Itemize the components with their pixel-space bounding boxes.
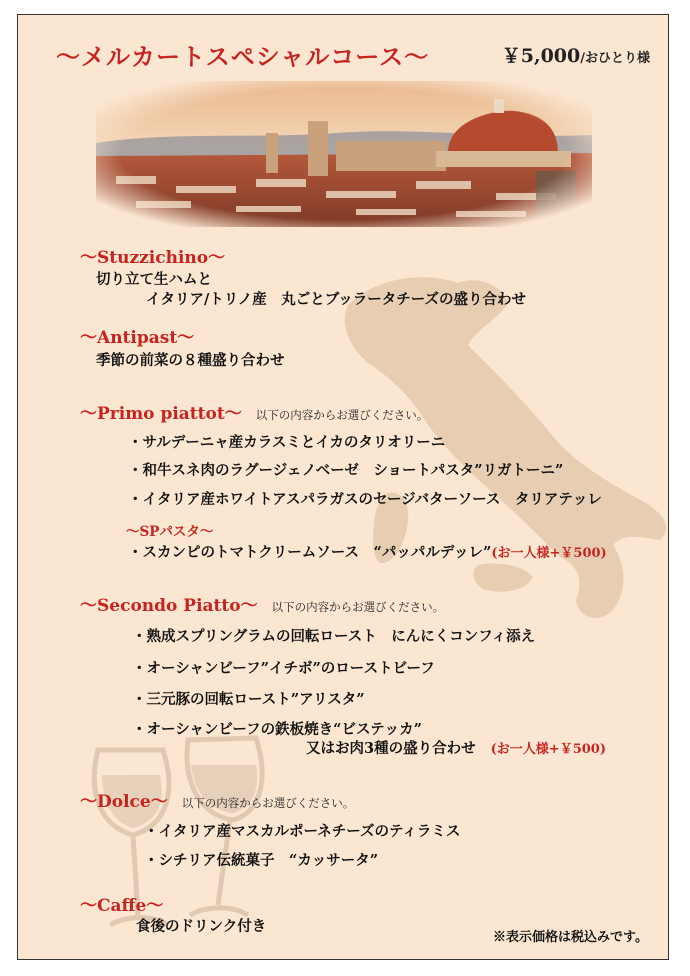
section-title-caffe: ～Caffe～ [80,896,164,916]
secondo-title-text: ～Secondo Piatto～ [80,596,258,616]
section-title-secondo [80,591,444,616]
sp-pasta-text: ・スカンピのトマトクリームソース “パッパルデッレ” [128,544,492,561]
secondo-item-2: ・オーシャンビーフ”イチボ”のローストビーフ [132,660,435,677]
stuzzichino-line-2: イタリア/トリノ産 丸ごとブッラータチーズの盛り合わせ [146,291,526,308]
dolce-item-2: ・シチリア伝統菓子 “カッサータ” [144,852,379,869]
secondo-item-4-surcharge: (お一人様+￥500) [490,742,606,757]
italy-map-silhouette [328,265,669,645]
primo-item-1: ・サルデーニャ産カラスミとイカのタリオリーニ [128,434,446,451]
dolce-item-1: ・イタリア産マスカルポーネチーズのティラミス [144,823,461,840]
primo-title-text: ～Primo piattot～ [80,404,242,424]
price-unit: /おひとり様 [580,51,650,66]
secondo-item-4: ・オーシャンビーフの鉄板焼き“ビステッカ” [132,721,423,738]
section-title-antipasti: ～Antipast～ [80,328,195,348]
price-value: ￥5,000 [501,45,581,67]
caffe-line-1: 食後のドリンク付き [136,918,267,935]
antipasti-line-1: 季節の前菜の８種盛り合わせ [96,352,285,369]
course-title: ～メルカートスペシャルコース～ [56,42,430,71]
section-title-dolce [80,787,354,812]
florence-city-skyline-photo [96,81,592,227]
course-price [502,41,650,68]
tax-note: ※表示価格は税込みです。 [493,930,648,945]
dolce-note: 以下の内容からお選びください。 [181,796,355,810]
primo-note: 以下の内容からお選びください。 [255,408,429,422]
menu-page [17,14,669,960]
sp-pasta-item [128,541,607,562]
section-title-primo [80,399,428,424]
sp-pasta-surcharge: (お一人様+￥500) [491,546,607,561]
secondo-item-3: ・三元豚の回転ロースト”アリスタ” [132,691,365,708]
section-title-stuzzichino: ～Stuzzichino～ [80,248,226,268]
primo-item-2: ・和牛スネ肉のラグージェノベーゼ ショートパスタ”リガトーニ” [128,462,564,479]
secondo-item-1: ・熟成スプリングラムの回転ロースト にんにくコンフィ添え [132,628,536,645]
dolce-title-text: ～Dolce～ [80,792,168,812]
secondo-note: 以下の内容からお選びください。 [271,600,445,614]
stuzzichino-line-1: 切り立て生ハムと [96,271,212,288]
secondo-item-4-text: 又はお肉3種の盛り合わせ [306,740,476,757]
secondo-item-4-line-2 [306,737,606,758]
primo-item-3: ・イタリア産ホワイトアスパラガスのセージバターソース タリアテッレ [128,491,602,508]
sp-pasta-title: ～SPパスタ～ [126,524,214,540]
